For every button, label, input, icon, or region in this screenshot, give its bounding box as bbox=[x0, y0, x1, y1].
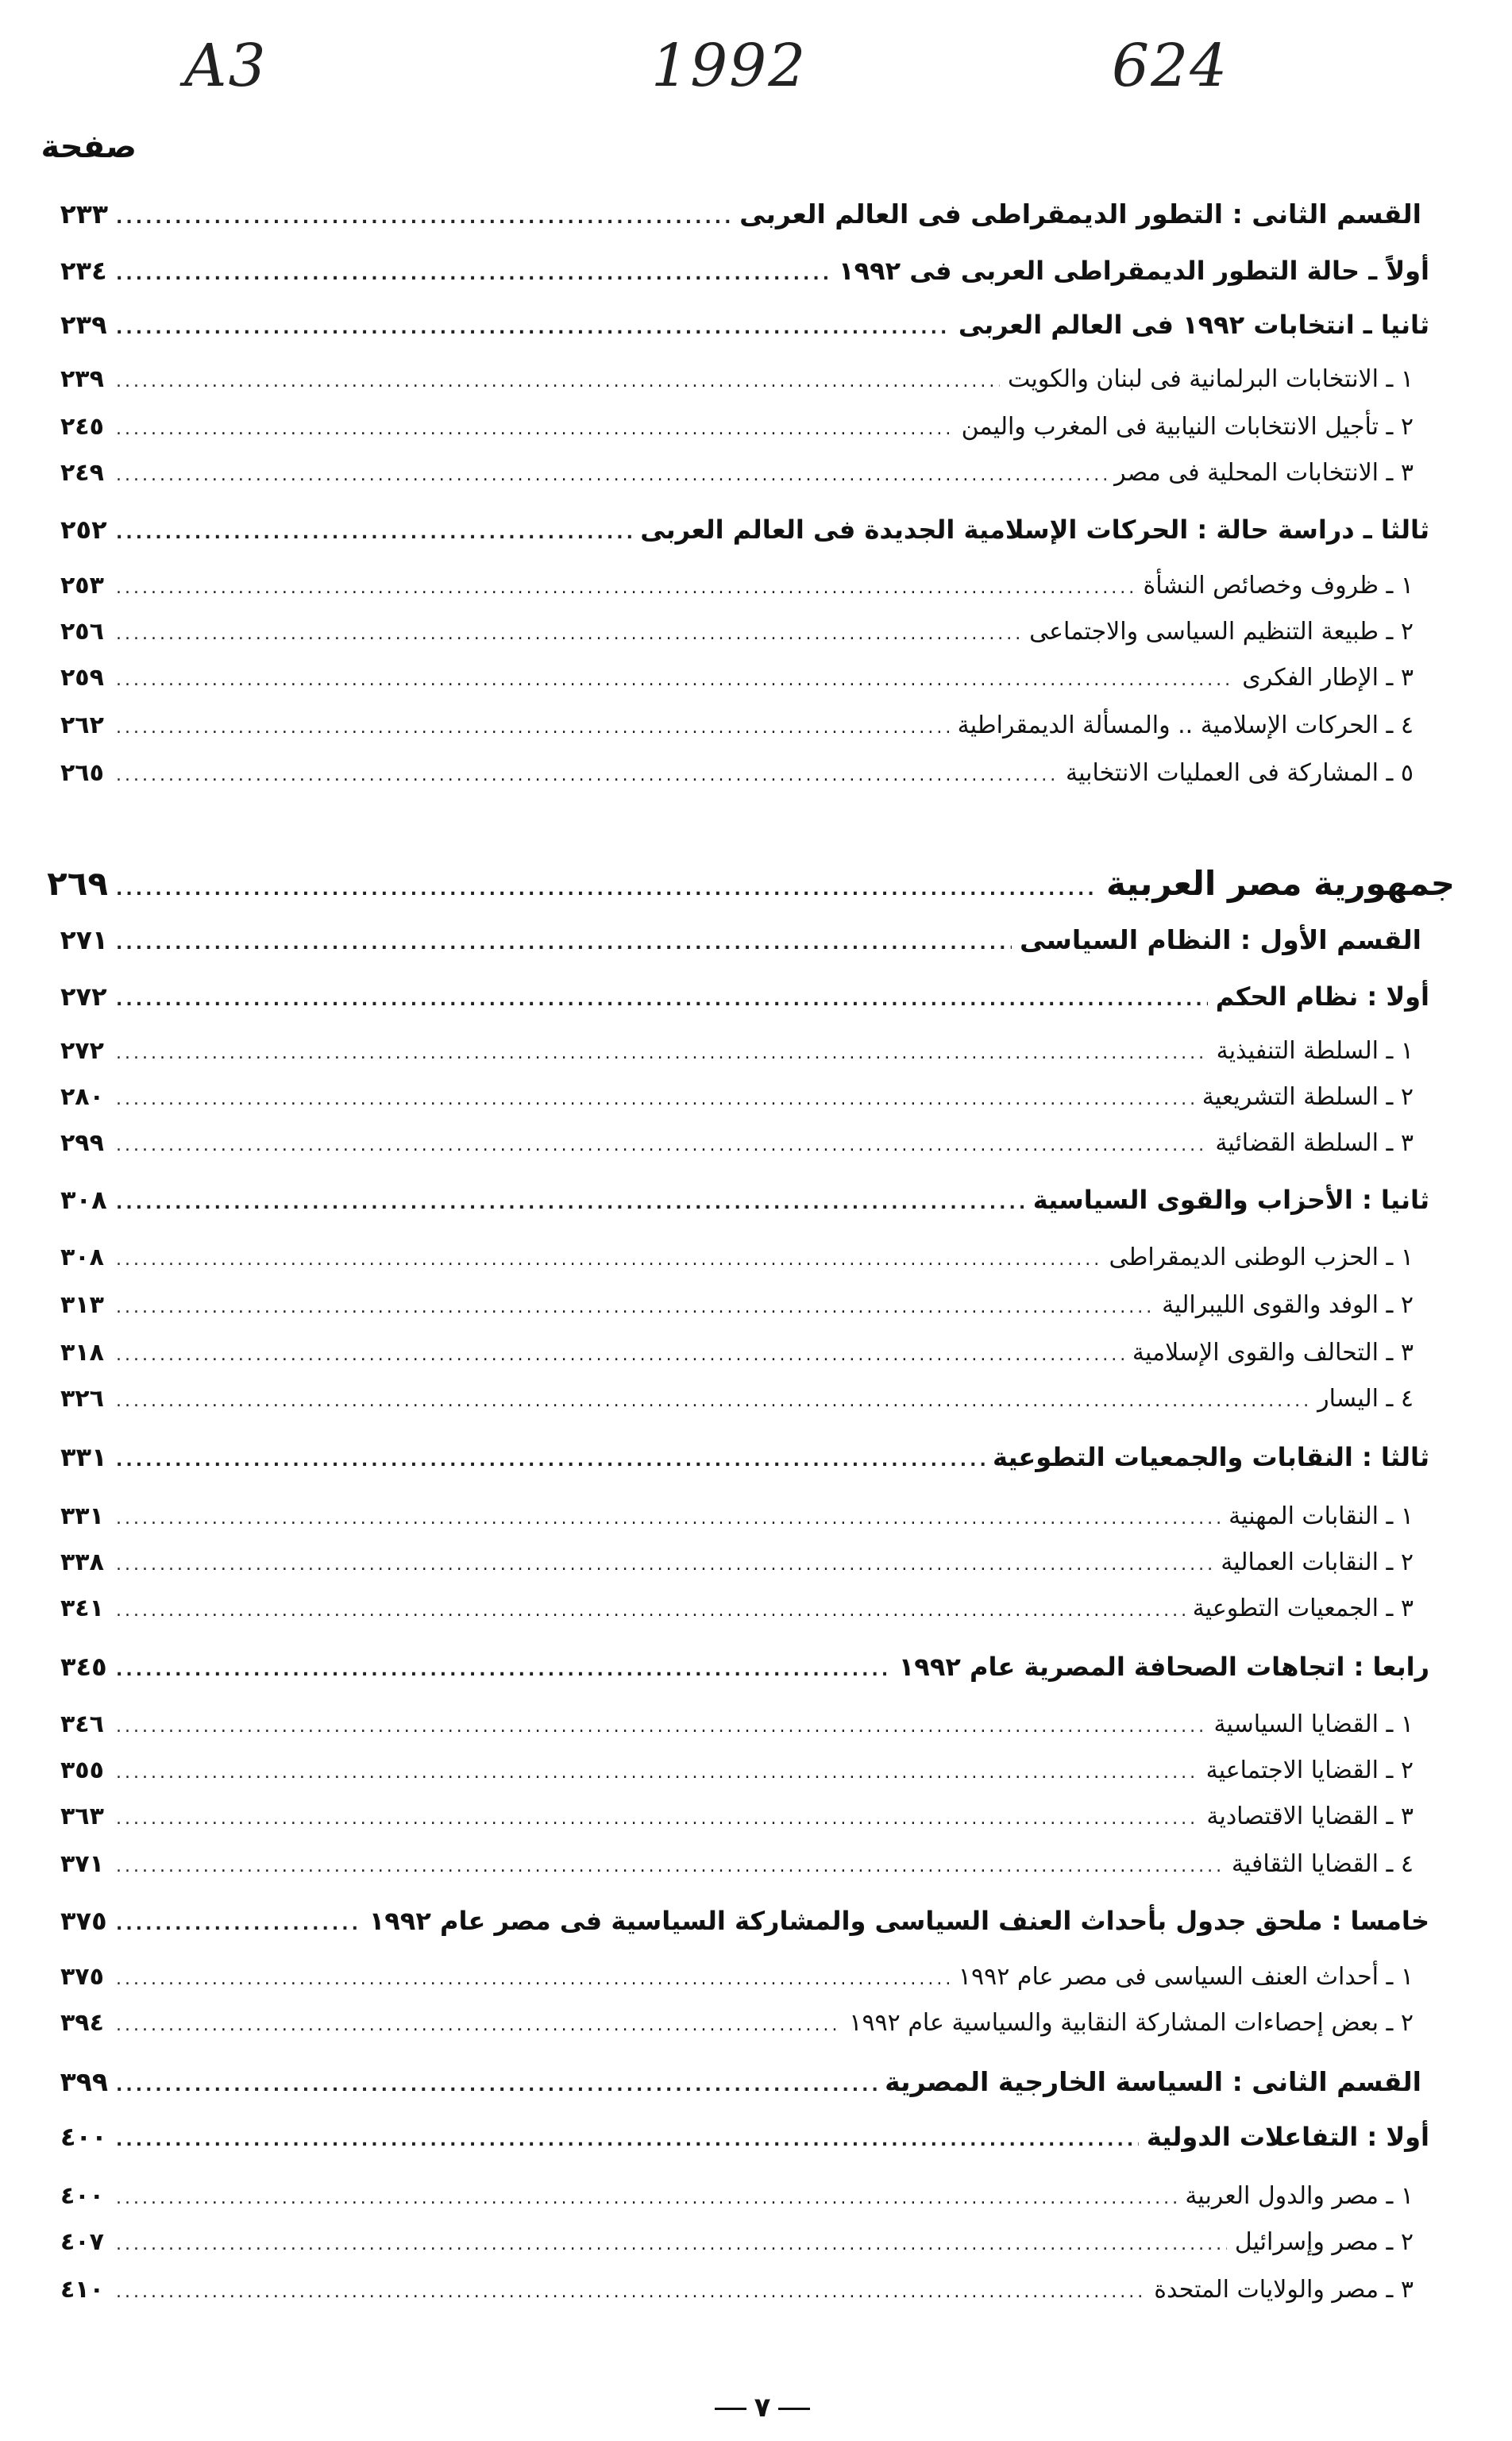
toc-entry-title: ٢ ـ بعض إحصاءات المشاركة النقابية والسياسية عام ١٩٩٢ bbox=[849, 2009, 1414, 2037]
dot-leader bbox=[116, 2282, 1146, 2302]
toc-entry bbox=[60, 1906, 1429, 1936]
dot-leader bbox=[116, 1194, 1025, 1213]
dot-leader bbox=[116, 670, 1234, 690]
toc-entry-page: ٣٤١ bbox=[60, 1595, 104, 1622]
toc-entry-title: ١ ـ مصر والدول العربية bbox=[1185, 2182, 1414, 2210]
toc-entry-title: خامسا : ملحق جدول بأحداث العنف السياسى والمشاركة السياسية فى مصر عام ١٩٩٢ bbox=[368, 1906, 1429, 1936]
page-column-label: صفحة bbox=[40, 129, 137, 165]
dot-leader bbox=[116, 1391, 1310, 1411]
toc-entry-page: ٢٥٣ bbox=[60, 572, 104, 600]
dot-leader bbox=[116, 765, 1058, 785]
toc-entry-page: ٢٧٢ bbox=[60, 981, 107, 1012]
toc-entry bbox=[60, 2182, 1414, 2210]
toc-entry bbox=[60, 1339, 1414, 1367]
toc-entry-title: ١ ـ القضايا السياسية bbox=[1213, 1710, 1414, 1738]
dot-leader bbox=[116, 1717, 1205, 1737]
toc-entry-title: ٣ ـ الجمعيات التطوعية bbox=[1192, 1595, 1414, 1622]
toc-entry bbox=[60, 199, 1421, 229]
toc-entry-page: ٣٠٨ bbox=[60, 1244, 104, 1271]
toc-entry bbox=[60, 1442, 1429, 1472]
toc-entry-title: أولا : التفاعلات الدولية bbox=[1146, 2122, 1429, 2152]
toc-entry-page: ٢٧١ bbox=[60, 924, 108, 955]
toc-entry-page: ٣٥٥ bbox=[60, 1757, 104, 1784]
toc-entry-title: ٣ ـ التحالف والقوى الإسلامية bbox=[1132, 1339, 1414, 1367]
toc-entry-page: ٢٣٩ bbox=[60, 365, 104, 393]
toc-entry bbox=[60, 256, 1429, 286]
dot-leader bbox=[116, 1250, 1101, 1270]
page-number bbox=[699, 2392, 826, 2424]
dot-leader bbox=[116, 2131, 1139, 2150]
toc-entry bbox=[60, 1803, 1414, 1830]
toc-entry-page: ٣٧٥ bbox=[60, 1963, 104, 1991]
toc-entry bbox=[60, 1850, 1414, 1878]
toc-entry bbox=[60, 618, 1414, 646]
toc-entry bbox=[60, 1595, 1414, 1622]
toc-entry-title: ٤ ـ القضايا الثقافية bbox=[1231, 1850, 1414, 1878]
toc-entry-page: ٤١٠ bbox=[60, 2276, 104, 2304]
toc-entry-title: القسم الأول : النظام السياسى bbox=[1020, 924, 1421, 955]
page-number-value: ٧ bbox=[754, 2392, 771, 2424]
dot-leader bbox=[116, 372, 1000, 391]
dot-leader bbox=[116, 718, 950, 738]
toc-entry-page: ٢٦٩ bbox=[47, 864, 108, 903]
toc-entry bbox=[60, 2066, 1421, 2097]
toc-entry-page: ٣١٣ bbox=[60, 1291, 104, 1319]
toc-entry-title: القسم الثانى : السياسة الخارجية المصرية bbox=[885, 2066, 1421, 2097]
toc-entry-page: ٤٠٠ bbox=[60, 2122, 107, 2152]
toc-entry-title: ٣ ـ مصر والولايات المتحدة bbox=[1154, 2276, 1414, 2304]
toc-entry bbox=[60, 365, 1414, 393]
toc-entry-title: جمهورية مصر العربية bbox=[1105, 864, 1455, 903]
dot-leader bbox=[116, 578, 1135, 598]
dot-leader bbox=[116, 1601, 1185, 1621]
dot-leader bbox=[116, 208, 731, 228]
dot-leader bbox=[116, 990, 1208, 1010]
toc-entry-page: ٢٥٢ bbox=[60, 515, 107, 545]
toc-entry bbox=[60, 515, 1429, 545]
toc-entry-page: ٢٣٩ bbox=[60, 310, 107, 340]
toc-entry-page: ٣٠٨ bbox=[60, 1185, 107, 1215]
dot-leader bbox=[116, 1345, 1124, 1365]
toc-entry-title: ٢ ـ طبيعة التنظيم السياسى والاجتماعى bbox=[1029, 618, 1414, 646]
toc-entry-page: ٢٦٥ bbox=[60, 759, 104, 787]
toc-entry bbox=[60, 310, 1429, 340]
toc-entry-title: أولا : نظام الحكم bbox=[1215, 981, 1429, 1012]
toc-entry-title: ١ ـ النقابات المهنية bbox=[1228, 1502, 1414, 1530]
toc-entry-title: ٢ ـ مصر وإسرائيل bbox=[1234, 2228, 1414, 2256]
dot-leader bbox=[116, 2076, 877, 2096]
dot-leader bbox=[116, 1509, 1221, 1529]
toc-entry bbox=[60, 759, 1414, 787]
toc-entry-title: ١ ـ أحداث العنف السياسى فى مصر عام ١٩٩٢ bbox=[958, 1963, 1414, 1991]
toc-entry-page: ٤٠٧ bbox=[60, 2228, 104, 2256]
toc-entry bbox=[60, 1502, 1414, 1530]
toc-entry-title: ثالثا ـ دراسة حالة : الحركات الإسلامية الجديدة فى العالم العربى bbox=[640, 515, 1429, 545]
toc-entry-title: ١ ـ ظروف وخصائص النشأة bbox=[1143, 572, 1414, 600]
dot-leader bbox=[116, 1809, 1198, 1829]
toc-entry-page: ٣٩٤ bbox=[60, 2009, 104, 2037]
toc-entry-page: ٣٣١ bbox=[60, 1502, 104, 1530]
dot-leader bbox=[116, 2188, 1177, 2208]
dot-leader bbox=[116, 419, 954, 439]
dot-leader bbox=[116, 1915, 361, 1934]
dot-leader bbox=[116, 1451, 985, 1471]
dot-leader bbox=[116, 1043, 1209, 1063]
toc-entry-title: ثانيا ـ انتخابات ١٩٩٢ فى العالم العربى bbox=[958, 310, 1429, 340]
toc-entry-title: ثانيا : الأحزاب والقوى السياسية bbox=[1032, 1185, 1429, 1215]
dot-leader bbox=[116, 2015, 841, 2035]
toc-entry bbox=[60, 459, 1414, 487]
dot-leader bbox=[116, 624, 1021, 644]
toc-entry-page: ٢٣٣ bbox=[60, 199, 108, 229]
toc-entry-title: ٢ ـ الوفد والقوى الليبرالية bbox=[1162, 1291, 1414, 1319]
dot-leader bbox=[116, 1555, 1213, 1575]
toc-entry-page: ٣٢٦ bbox=[60, 1385, 104, 1413]
dot-leader bbox=[116, 934, 1012, 954]
handwritten-note-year: 1992 bbox=[651, 32, 808, 100]
dot-leader bbox=[116, 1660, 891, 1680]
toc-entry bbox=[60, 1185, 1429, 1215]
toc-entry bbox=[60, 2122, 1429, 2152]
toc-entry-page: ٣٤٦ bbox=[60, 1710, 104, 1738]
toc-entry bbox=[60, 1652, 1429, 1682]
toc-entry-page: ٢٧٢ bbox=[60, 1037, 104, 1065]
toc-entry-title: ١ ـ الحزب الوطنى الديمقراطى bbox=[1109, 1244, 1414, 1271]
dot-leader bbox=[116, 2235, 1227, 2254]
toc-entry-title: ٣ ـ القضايا الاقتصادية bbox=[1206, 1803, 1414, 1830]
toc-entry-title: ٤ ـ اليسار bbox=[1317, 1385, 1414, 1413]
toc-entry bbox=[60, 2228, 1414, 2256]
dot-leader bbox=[116, 1857, 1224, 1876]
toc-entry-page: ٣٩٩ bbox=[60, 2066, 108, 2097]
dot-leader bbox=[116, 1969, 951, 1989]
toc-entry bbox=[60, 664, 1414, 692]
toc-entry-title: ٢ ـ النقابات العمالية bbox=[1221, 1548, 1414, 1576]
toc-entry bbox=[60, 1963, 1414, 1991]
toc-entry bbox=[47, 864, 1455, 903]
dot-leader bbox=[116, 1136, 1207, 1155]
toc-entry bbox=[60, 1037, 1414, 1065]
toc-entry bbox=[60, 2276, 1414, 2304]
dot-leader bbox=[116, 1763, 1198, 1783]
toc-entry-page: ٢٣٤ bbox=[60, 256, 107, 286]
toc-entry bbox=[60, 1757, 1414, 1784]
toc-entry bbox=[60, 1291, 1414, 1319]
toc-entry bbox=[60, 1548, 1414, 1576]
toc-entry-page: ٣٦٣ bbox=[60, 1803, 104, 1830]
toc-entry-title: ثالثا : النقابات والجمعيات التطوعية bbox=[992, 1442, 1429, 1472]
toc-entry-page: ٢٤٩ bbox=[60, 459, 104, 487]
toc-entry-page: ٣٣٨ bbox=[60, 1548, 104, 1576]
dot-leader bbox=[116, 1089, 1194, 1109]
toc-entry-page: ٣٧١ bbox=[60, 1850, 104, 1878]
toc-entry bbox=[60, 1385, 1414, 1413]
toc-entry bbox=[60, 924, 1421, 955]
toc-entry-page: ٤٠٠ bbox=[60, 2182, 104, 2210]
dot-leader bbox=[116, 880, 1098, 900]
toc-entry-page: ٢٨٠ bbox=[60, 1083, 104, 1111]
toc-entry-title: ٣ ـ الإطار الفكرى bbox=[1242, 664, 1414, 692]
dot-leader bbox=[116, 523, 632, 543]
toc-entry-page: ٣٣١ bbox=[60, 1442, 107, 1472]
toc-entry-title: ٤ ـ الحركات الإسلامية .. والمسألة الديمقراطية bbox=[957, 711, 1414, 739]
toc-entry bbox=[60, 572, 1414, 600]
toc-entry-title: ٣ ـ السلطة القضائية bbox=[1215, 1129, 1414, 1157]
toc-entry-title: ١ ـ السلطة التنفيذية bbox=[1216, 1037, 1414, 1065]
dot-leader bbox=[116, 465, 1106, 485]
toc-entry bbox=[60, 1244, 1414, 1271]
toc-entry-title: رابعا : اتجاهات الصحافة المصرية عام ١٩٩٢ bbox=[898, 1652, 1429, 1682]
toc-entry-page: ٢٦٢ bbox=[60, 711, 104, 739]
toc-entry bbox=[60, 1710, 1414, 1738]
handwritten-note-left: A3 bbox=[184, 32, 268, 100]
toc-entry-page: ٣٧٥ bbox=[60, 1906, 107, 1936]
toc-entry-title: ٥ ـ المشاركة فى العمليات الانتخابية bbox=[1065, 759, 1414, 787]
dot-leader bbox=[116, 264, 831, 284]
dot-leader bbox=[116, 1298, 1154, 1317]
toc-entry-page: ٢٩٩ bbox=[60, 1129, 104, 1157]
toc-entry-title: القسم الثانى : التطور الديمقراطى فى العالم العربى bbox=[739, 199, 1421, 229]
toc-entry-title: ٢ ـ القضايا الاجتماعية bbox=[1205, 1757, 1414, 1784]
toc-entry bbox=[60, 1129, 1414, 1157]
toc-entry bbox=[60, 2009, 1414, 2037]
toc-entry-page: ٢٥٩ bbox=[60, 664, 104, 692]
toc-entry bbox=[60, 981, 1429, 1012]
toc-entry-page: ٣٤٥ bbox=[60, 1652, 107, 1682]
toc-entry-title: أولاً ـ حالة التطور الديمقراطى العربى فى ١٩٩٢ bbox=[839, 256, 1429, 286]
toc-entry-page: ٢٤٥ bbox=[60, 413, 104, 441]
toc-entry-title: ١ ـ الانتخابات البرلمانية فى لبنان والكويت bbox=[1007, 365, 1414, 393]
toc-entry bbox=[60, 1083, 1414, 1111]
toc-entry-page: ٣١٨ bbox=[60, 1339, 104, 1367]
dot-leader bbox=[116, 318, 951, 338]
toc-entry-page: ٢٥٦ bbox=[60, 618, 104, 646]
toc-entry-title: ٣ ـ الانتخابات المحلية فى مصر bbox=[1114, 459, 1414, 487]
toc-entry-title: ٢ ـ السلطة التشريعية bbox=[1202, 1083, 1414, 1111]
toc-entry bbox=[60, 711, 1414, 739]
handwritten-note-right: 624 bbox=[1112, 32, 1229, 100]
toc-entry-title: ٢ ـ تأجيل الانتخابات النيابية فى المغرب واليمن bbox=[961, 413, 1414, 441]
toc-entry bbox=[60, 413, 1414, 441]
